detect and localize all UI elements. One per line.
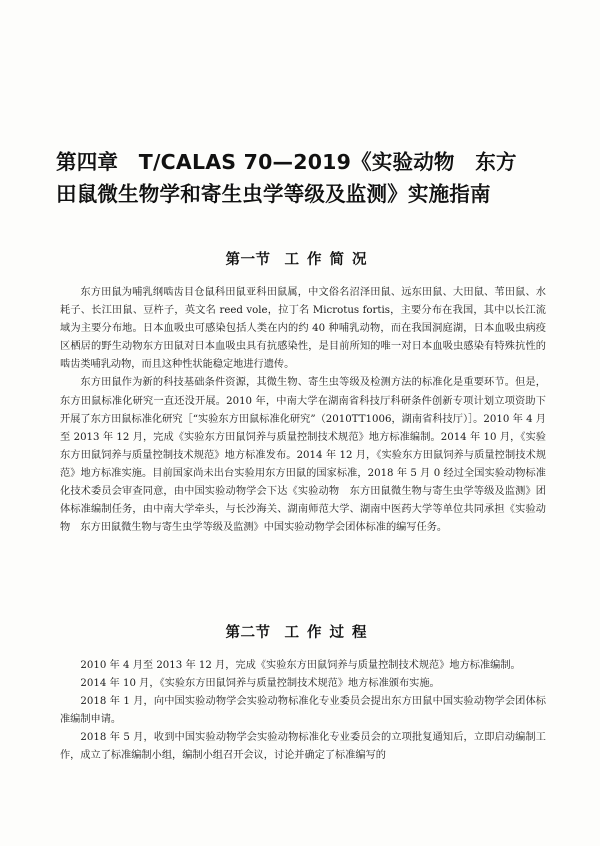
chapter-title-line-2: 田鼠微生物学和寄生虫学等级及监测》实施指南 xyxy=(56,182,491,206)
section-heading-work-overview xyxy=(0,248,600,269)
section-number: 第一节 xyxy=(225,252,271,268)
section-body-work-process xyxy=(60,657,546,766)
paragraph: 2010 年 4 月至 2013 年 12 月，完成《实验东方田鼠饲养与质量控制技术规范》地方标准编制。 xyxy=(80,660,521,671)
paragraph: 2014 年 10 月，《实验东方田鼠饲养与质量控制技术规范》地方标准颁布实施。 xyxy=(80,678,440,690)
chapter-title xyxy=(56,146,556,210)
section-body-work-overview xyxy=(60,284,546,537)
section-heading-work-process xyxy=(0,621,600,642)
paragraph: 2018 年 1 月，向中国实验动物学会实验动物标准化专业委员会提出东方田鼠中国实验动物学会团体标准编制申请。 xyxy=(60,696,546,726)
chapter-title-line-1: 第四章 T/CALAS 70—2019《实验动物 东方 xyxy=(56,150,517,174)
section-number: 第二节 xyxy=(225,625,271,641)
section-name: 工作简况 xyxy=(284,252,375,268)
paragraph: 2018 年 5 月，收到中国实验动物学会实验动物标准化专业委员会的立项批复通知后，立即启动编制工作，成立了标准编制小组，编制小组召开会议，讨论并确定了标准编写的 xyxy=(60,732,546,762)
paragraph: 东方田鼠作为新的科技基础条件资源，其微生物、寄生虫等级及检测方法的标准化是重要环节。但是，东方田鼠标准化研究一直还没开展。2010 年，中南大学在湖南省科技厅科研条件创新专项计划立项资助下开展了东方田鼠标准化研究［“实验东方田鼠标准化研究”（2010TT1006，湖南省科技厅）］。2010 年 4 月至 2013 年 12 月，完成《实验东方田鼠饲养与质量控制技术规范》地方标准编制。2014 年 10 月，《实验东方田鼠饲养与质量控制技术规范》地方标准发布。2014 年 12 月，《实验东方田鼠饲养与质量控制技术规范》地方标准实施。目前国家尚未出台实验用东方田鼠的国家标准，2018 年 5 月 0 经过全国实验动物标准化技术委员会审查同意，由中国实验动物学会下达《实验动物 东方田鼠微生物与寄生虫学等级及监测》团体标准编制任务，由中南大学牵头，与长沙海关、湖南师范大学、湖南中医药大学等单位共同承担《实验动物 东方田鼠微生物与寄生虫学等级及监测》中国实验动物学会团体标准的编写任务。 xyxy=(60,377,546,534)
paragraph: 东方田鼠为哺乳纲啮齿目仓鼠科田鼠亚科田鼠属，中文俗名沼泽田鼠、远东田鼠、大田鼠、苇田鼠、水耗子、长江田鼠、豆杵子，英文名 reed vole，拉丁名 Microtus fortis，主要分布在我国，其中以长江流域为主要分布地。日本血吸虫可感染包括人类在内的约 40 种哺乳动物，而在我国洞庭湖，日本血吸虫病疫区栖居的野生动物东方田鼠对日本血吸虫具有抗感染性，是目前所知的唯一对日本血吸虫感染有特殊抗性的啮齿类哺乳动物，而且这种性状能稳定地进行遗传。 xyxy=(60,287,546,371)
section-name: 工作过程 xyxy=(284,625,375,641)
